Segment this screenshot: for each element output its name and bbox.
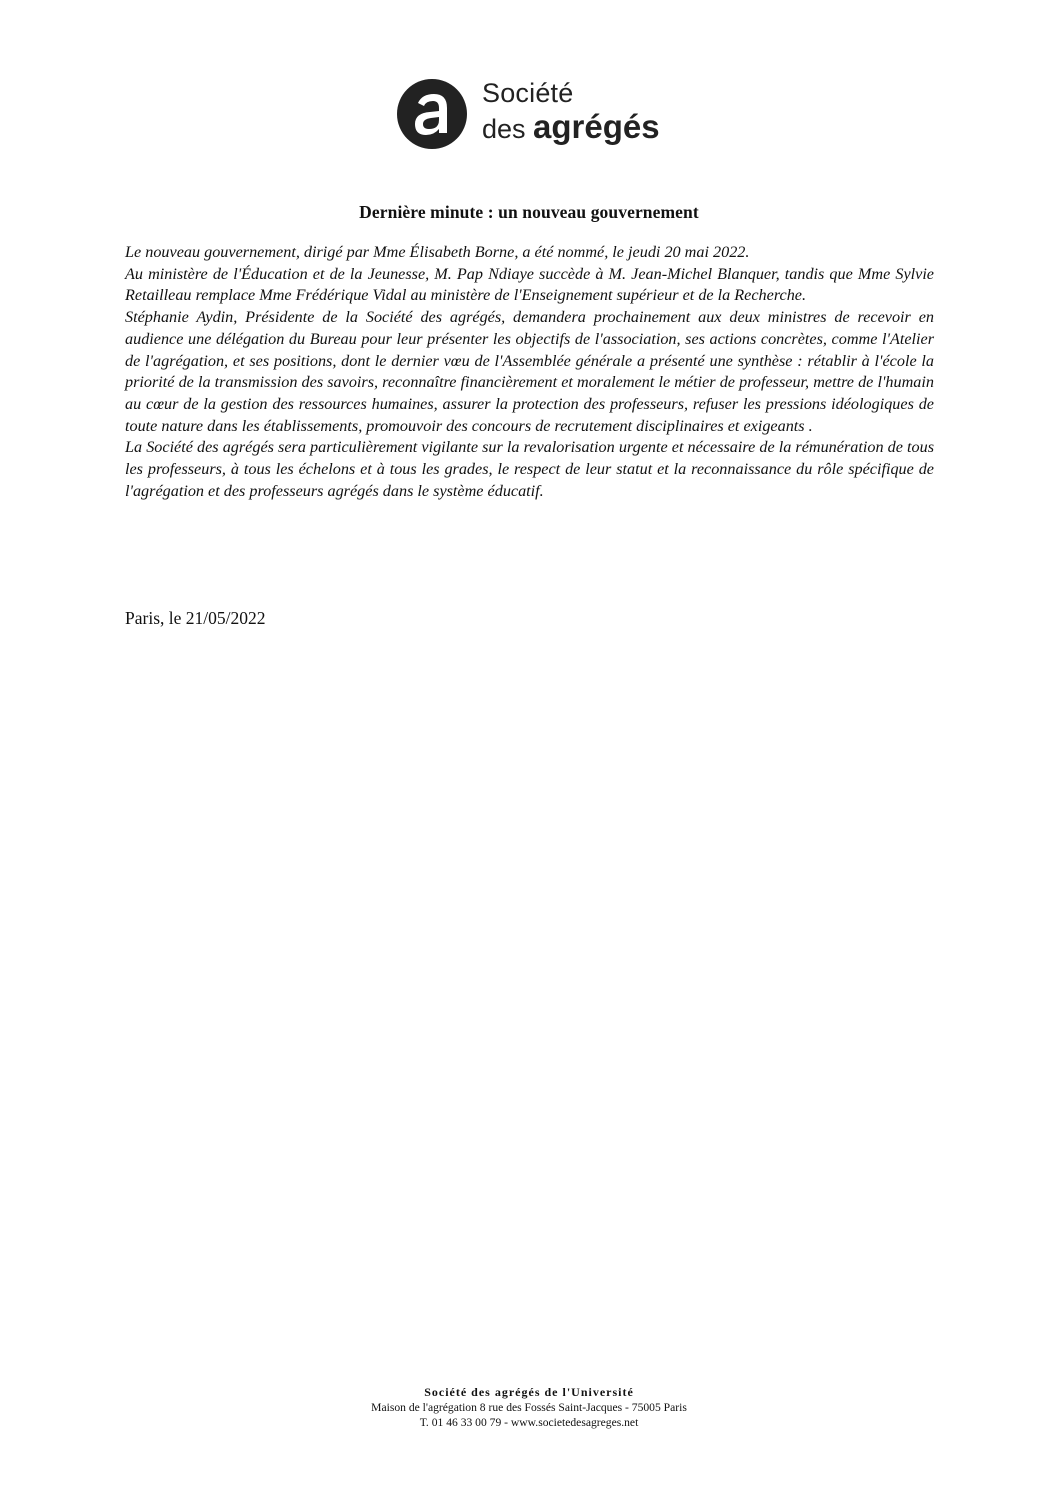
body-paragraph-1: Le nouveau gouvernement, dirigé par Mme Élisabeth Borne, a été nommé, le jeudi 20 mai 2022. <box>125 243 750 261</box>
body-paragraph-3: Stéphanie Aydin, Présidente de la Société des agrégés, demandera prochainement aux deux ministres de recevoir en audience une délégation du Bureau pour leur présenter les objectifs de l'association, ses actions concrètes, comme l'Atelier de l'agrégation, et ses positions, dont le dernier vœu de l'Assemblée générale a présenté une synthèse : rétablir à l'école la priorité de la transmission des savoirs, reconnaître financièrement et moralement le métier de professeur, mettre de l'humain au cœur de la gestion des ressources humaines, assurer la protection des professeurs, refuser les pressions idéologiques de toute nature dans les établissements, promouvoir des concours de recrutement disciplinaires et exigeants . <box>125 308 934 435</box>
body-paragraph-4: La Société des agrégés sera particulièrement vigilante sur la revalorisation urgente et nécessaire de la rémunération de tous les professeurs, à tous les échelons et à tous les grades, le respect de leur statut et la reconnaissance du rôle spécifique de l'agrégation et des professeurs agrégés dans le système éducatif. <box>125 438 934 500</box>
logo-a-mark-icon <box>396 78 468 150</box>
logo-line-2-prefix: des <box>482 114 534 144</box>
logo-wordmark <box>482 80 660 143</box>
footer-organization: Société des agrégés de l'Université <box>424 1385 634 1399</box>
society-logo <box>396 78 676 150</box>
document-body <box>125 242 934 502</box>
logo-line-2-strong: agrégés <box>533 108 660 145</box>
document-title: Dernière minute : un nouveau gouvernement <box>359 202 699 222</box>
footer-contact: T. 01 46 33 00 79 - www.societedesagreges.net <box>419 1416 639 1429</box>
page-footer <box>0 1385 1058 1430</box>
logo-line-2 <box>482 110 660 143</box>
body-paragraph-2: Au ministère de l'Éducation et de la Jeunesse, M. Pap Ndiaye succède à M. Jean-Michel Blanquer, tandis que Mme Sylvie Retailleau remplace Mme Frédérique Vidal au ministère de l'Enseignement supérieur et de la Recherche. <box>125 264 934 305</box>
footer-address: Maison de l'agrégation 8 rue des Fossés Saint-Jacques - 75005 Paris <box>371 1401 687 1414</box>
date-line: Paris, le 21/05/2022 <box>125 608 266 628</box>
logo-line-1: Société <box>482 78 574 108</box>
